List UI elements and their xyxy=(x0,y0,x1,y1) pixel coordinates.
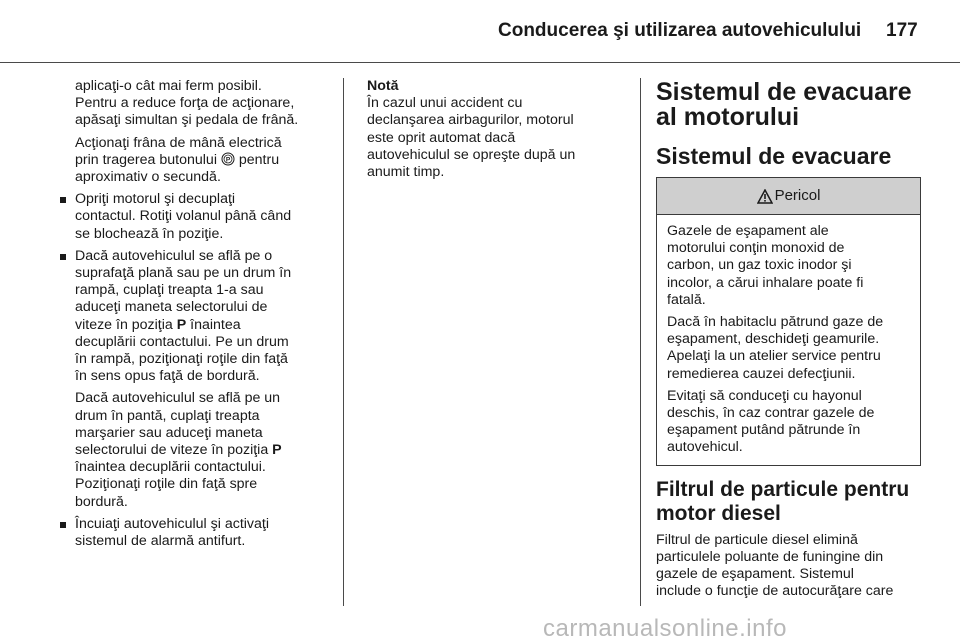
gear-position-p: P xyxy=(272,442,282,459)
text-line: bordură. xyxy=(75,493,128,510)
text-line: contactul. Rotiţi volanul până când xyxy=(75,208,292,225)
bullet-square-icon xyxy=(60,197,66,203)
text-line: marşarier sau aduceţi maneta xyxy=(75,424,263,441)
text-line: Dacă autovehiculul se află pe o xyxy=(75,247,273,264)
header-title: Conducerea şi utilizarea autovehiculului xyxy=(498,20,862,41)
text-line: Pentru a reduce forţa de acţionare, xyxy=(75,95,295,112)
danger-box xyxy=(656,177,921,466)
text-line: Filtrul de particule diesel elimină xyxy=(656,531,858,548)
section-heading: Sistemul de evacuare al motorului xyxy=(656,78,912,131)
bullet-item xyxy=(60,191,332,243)
text-line: carbon, un gaz toxic inodor şi xyxy=(667,257,852,274)
continuation-paragraph xyxy=(60,390,332,510)
text-line: Evitaţi să conduceţi cu hayonul xyxy=(667,387,862,404)
watermark: carmanualsonline.info xyxy=(543,615,787,642)
column-divider xyxy=(343,78,344,606)
text-line: Poziţionaţi roţile din faţă spre xyxy=(75,476,258,493)
text-line: remedierea cauzei defecţiunii. xyxy=(667,365,856,382)
text-line: include o funcţie de autocurăţare care xyxy=(656,583,894,600)
text-line: decuplării contactului. Pe un drum xyxy=(75,333,289,350)
text-line: aproximativ o secundă. xyxy=(75,169,221,186)
text-line: Acţionaţi frâna de mână electrică xyxy=(75,134,282,151)
text-line: se blochează în poziţie. xyxy=(75,225,224,242)
text-line xyxy=(75,442,332,459)
bullet-item xyxy=(60,248,332,386)
text-segment: prin tragerea butonului xyxy=(75,151,217,168)
text-line: fatală. xyxy=(667,291,706,308)
text-line: înaintea decuplării contactului. xyxy=(75,459,266,476)
text-line: Dacă autovehiculul se află pe un xyxy=(75,390,281,407)
warning-paragraph xyxy=(667,388,910,457)
subsection-heading: Sistemul de evacuare xyxy=(656,143,892,169)
note-title: Notă xyxy=(367,78,399,94)
text-line: Dacă în habitaclu pătrund gaze de xyxy=(667,314,884,331)
warning-paragraph xyxy=(667,223,910,309)
page-header xyxy=(0,20,960,50)
text-line: suprafaţă plană sau pe un drum în xyxy=(75,265,292,282)
text-line: gazele de eşapament. Sistemul xyxy=(656,566,854,583)
text-line: în rampă, poziţionaţi roţile din faţă xyxy=(75,351,288,368)
text-line: este oprit automat dacă xyxy=(367,129,516,146)
text-line: eşapament, deschideţi geamurile. xyxy=(667,331,880,348)
page-number: 177 xyxy=(886,20,918,41)
note-body xyxy=(367,95,632,181)
text-line: Opriţi motorul şi decuplaţi xyxy=(75,191,236,208)
text-line: Gazele de eşapament ale xyxy=(667,223,829,239)
text-line: rampă, cuplaţi treapta 1-a sau xyxy=(75,282,264,299)
danger-box-body xyxy=(657,215,920,465)
parking-brake-paragraph xyxy=(60,135,332,187)
parking-brake-icon xyxy=(221,152,235,166)
warning-triangle-icon xyxy=(757,189,773,204)
text-line: deschis, în caz contrar gazele de xyxy=(667,405,875,422)
text-line: sistemul de alarmă antifurt. xyxy=(75,533,246,550)
column-divider xyxy=(640,78,641,606)
danger-box-header xyxy=(657,178,920,215)
text-line: în sens opus faţă de bordură. xyxy=(75,368,260,385)
text-line: anumit timp. xyxy=(367,164,445,181)
subsection-heading: Filtrul de particule pentru motor diesel xyxy=(656,477,910,525)
text-segment: viteze în poziţia xyxy=(75,316,173,333)
text-segment: selectorului de viteze în poziţia xyxy=(75,442,269,459)
text-line xyxy=(75,317,332,334)
text-line: incolor, a cărui inhalare poate fi xyxy=(667,274,864,291)
warning-paragraph xyxy=(667,314,910,383)
column-2 xyxy=(367,78,632,181)
text-line: aduceţi maneta selectorului de xyxy=(75,299,268,316)
column-1 xyxy=(60,78,332,555)
bullet-item xyxy=(60,516,332,550)
bullet-square-icon xyxy=(60,522,66,528)
svg-text:P: P xyxy=(225,156,231,164)
text-line: Încuiaţi autovehiculul şi activaţi xyxy=(75,515,269,532)
text-line xyxy=(75,152,332,169)
text-line: apăsaţi simultan şi pedala de frână. xyxy=(75,112,299,129)
column-3 xyxy=(656,80,922,600)
text-line: eşapament putând pătrunde în xyxy=(667,422,861,439)
text-line: În cazul unui accident cu xyxy=(367,95,523,112)
text-segment: pentru xyxy=(238,151,280,168)
text-line: motorului conţin monoxid de xyxy=(667,240,845,257)
text-line: drum în pantă, cuplaţi treapta xyxy=(75,407,260,424)
text-line: particulele poluante de funingine din xyxy=(656,548,884,565)
danger-box-title: Pericol xyxy=(774,187,821,205)
text-line: Apelaţi la un atelier service pentru xyxy=(667,348,881,365)
header-rule xyxy=(0,62,960,63)
text-segment: înaintea xyxy=(190,316,241,333)
intro-paragraph xyxy=(60,78,332,130)
body-paragraph xyxy=(656,532,922,601)
gear-position-p: P xyxy=(176,316,187,333)
text-line: autovehicul. xyxy=(667,439,743,456)
text-line: declanşarea airbagurilor, motorul xyxy=(367,112,574,129)
text-line: aplicaţi-o cât mai ferm posibil. xyxy=(75,78,262,94)
text-line: autovehiculul se opreşte după un xyxy=(367,146,576,163)
bullet-square-icon xyxy=(60,254,66,260)
